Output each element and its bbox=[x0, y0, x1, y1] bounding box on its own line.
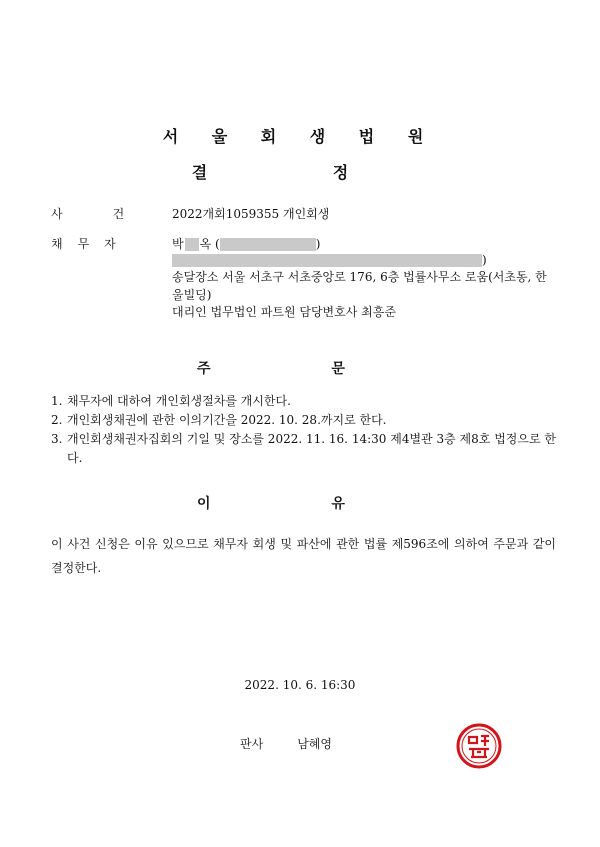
redaction-bar-address bbox=[172, 254, 482, 267]
debtor-name-first: 박 bbox=[172, 237, 184, 251]
redaction-bar bbox=[185, 238, 199, 251]
legal-agent: 대리인 법무법인 파트원 담당변호사 최흥준 bbox=[172, 305, 396, 319]
service-address: 송달장소 서울 서초구 서초중앙로 176, 6층 법률사무소 로움(서초동, 한울빌딩) bbox=[172, 270, 547, 302]
order-item: 1. 채무자에 대하여 개인회생절차를 개시한다. bbox=[51, 394, 291, 408]
judge-name: 남혜영 bbox=[297, 737, 332, 751]
order-heading: 주 문 bbox=[197, 361, 403, 377]
court-name: 서 울 회 생 법 원 bbox=[162, 127, 438, 146]
document-type: 결 정 bbox=[191, 163, 409, 182]
decision-date: 2022. 10. 6. 16:30 bbox=[244, 678, 356, 692]
judge-title: 판사 bbox=[240, 737, 264, 751]
close-paren: ) bbox=[315, 237, 321, 251]
debtor-name-line bbox=[172, 236, 320, 252]
case-label bbox=[51, 206, 124, 222]
open-paren: ( bbox=[215, 237, 220, 251]
debtor-address-redacted bbox=[172, 252, 487, 268]
order-item: 2. 개인회생채권에 관한 이의기간을 2022. 10. 28.까지로 한다. bbox=[51, 413, 387, 427]
judge-signature-line bbox=[240, 735, 332, 752]
redaction-bar-id bbox=[220, 238, 316, 251]
court-seal-icon bbox=[455, 722, 503, 770]
reason-text: 이 사건 신청은 이유 있으므로 채무자 회생 및 파산에 관한 법률 제596조에 의하여 주문과 같이 결정한다. bbox=[51, 537, 556, 575]
case-label-a: 사 bbox=[51, 207, 63, 221]
debtor-label: 채무자 bbox=[51, 237, 131, 251]
close-paren-2: ) bbox=[482, 253, 487, 267]
reason-heading: 이 유 bbox=[197, 496, 403, 512]
debtor-name-last: 옥 bbox=[199, 237, 212, 251]
order-list bbox=[51, 392, 556, 468]
case-label-b: 건 bbox=[112, 207, 125, 221]
case-number: 2022개회1059355 개인회생 bbox=[172, 207, 330, 221]
order-item: 3. 개인회생채권자집회의 기일 및 장소를 2022. 11. 16. 14:30 제4별관 3층 제8호 법정으로 한다. bbox=[51, 432, 556, 465]
